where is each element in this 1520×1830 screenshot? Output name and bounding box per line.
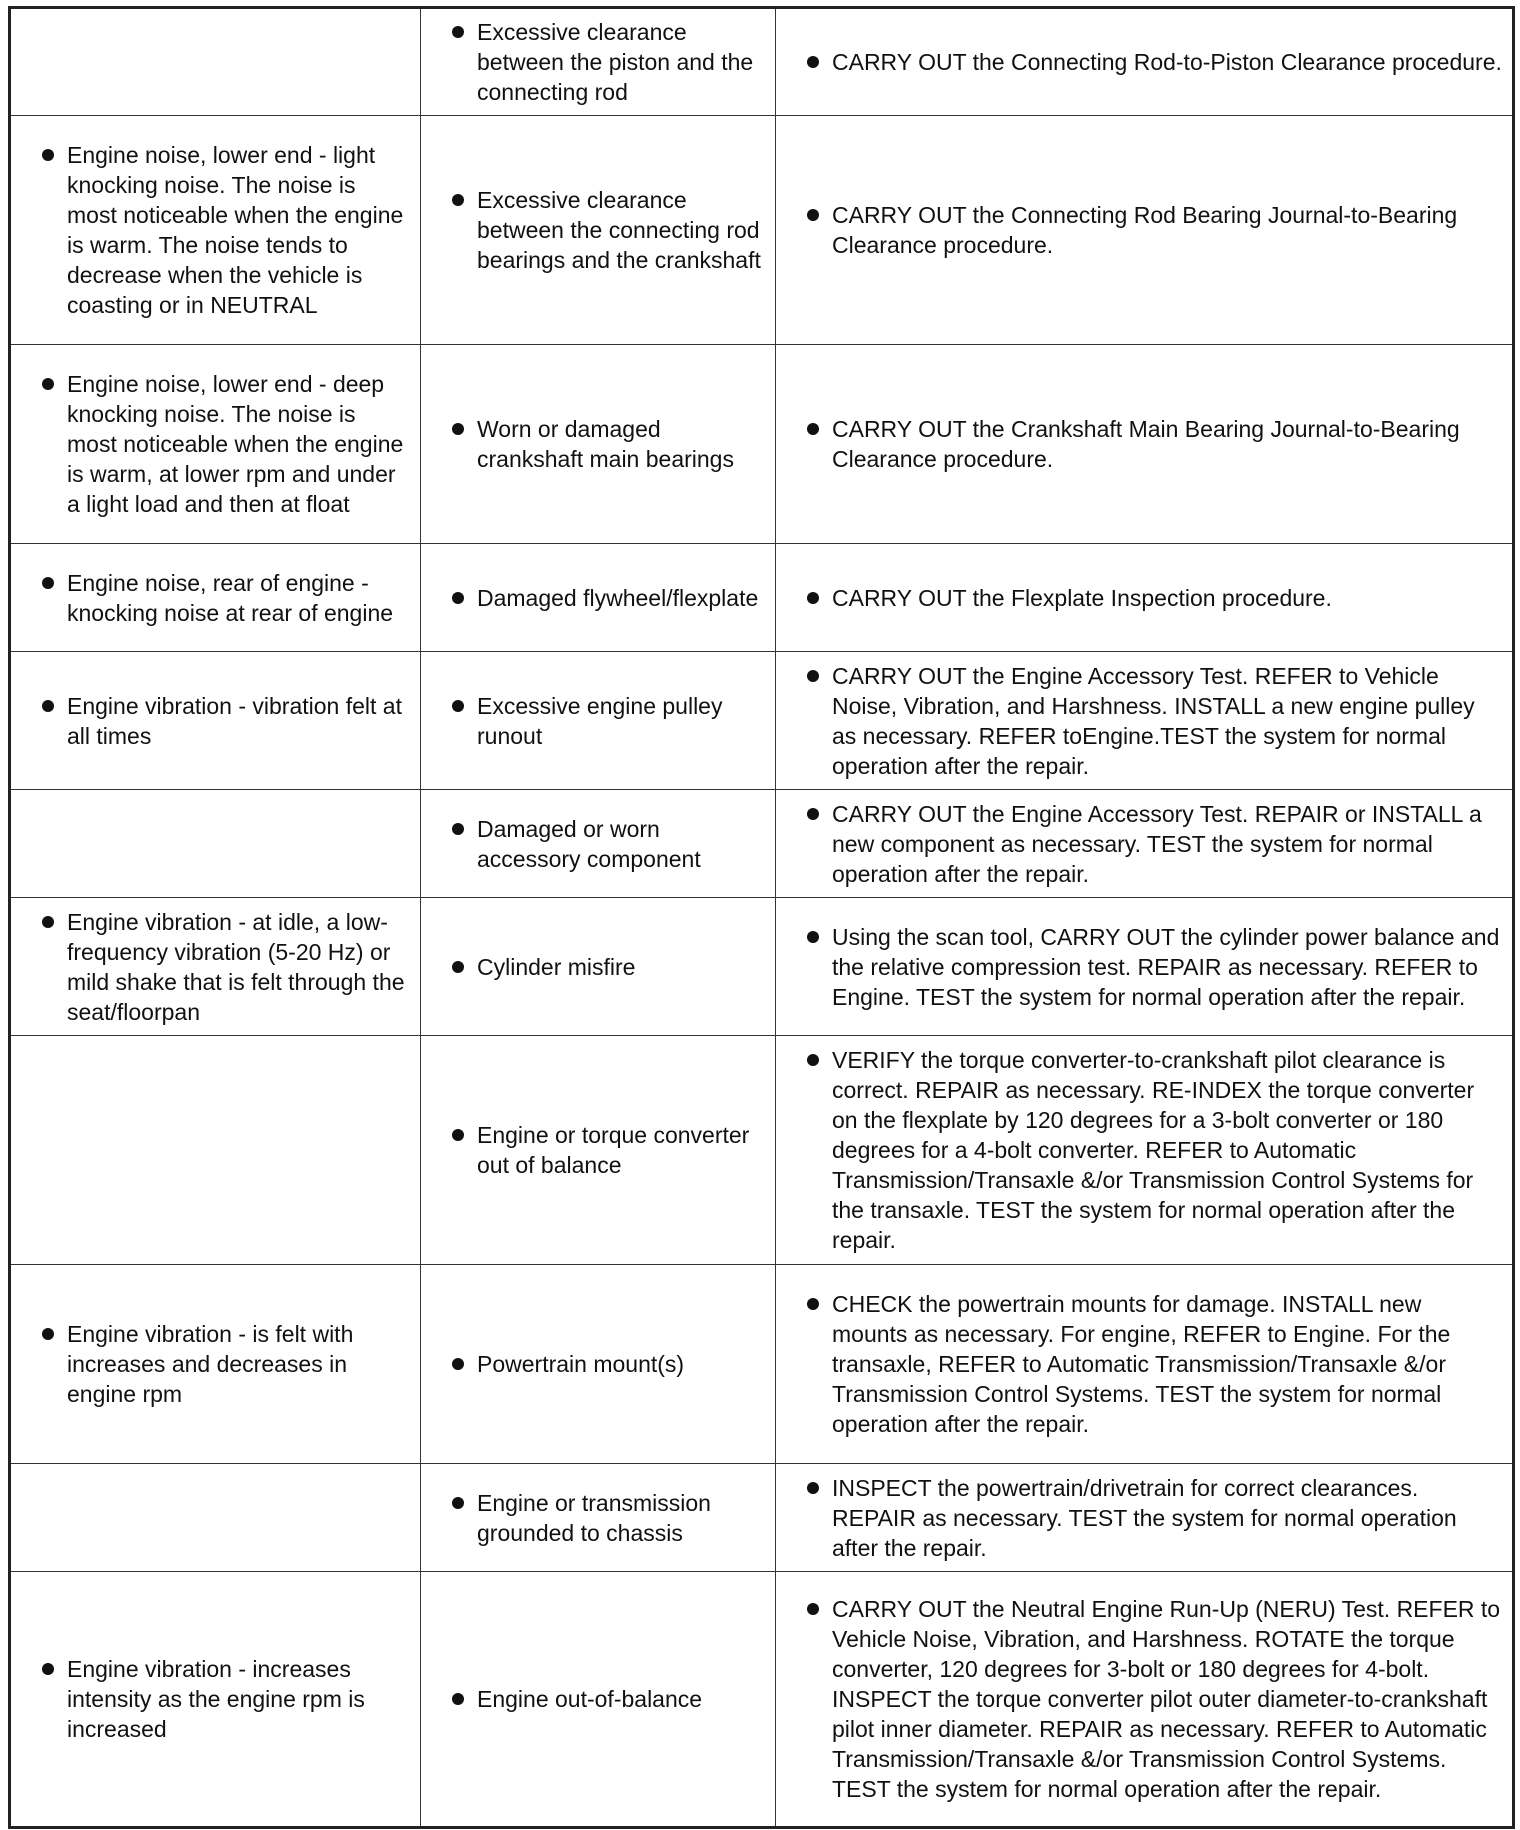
table-row bbox=[10, 544, 1514, 652]
bullet-icon bbox=[443, 814, 473, 844]
bullet-icon bbox=[443, 1349, 473, 1379]
cause-text: Damaged flywheel/flexplate bbox=[477, 584, 759, 611]
symptom-cell bbox=[10, 1036, 421, 1265]
action-cell bbox=[776, 1572, 1514, 1828]
symptom-cell bbox=[10, 790, 421, 898]
cause-cell bbox=[421, 1036, 776, 1265]
action-text: CARRY OUT the Flexplate Inspection procedure. bbox=[832, 584, 1332, 611]
bullet-icon bbox=[798, 799, 828, 829]
symptom-cell bbox=[10, 8, 421, 116]
cause-text: Powertrain mount(s) bbox=[477, 1351, 685, 1377]
cause-cell bbox=[421, 544, 776, 652]
action-cell bbox=[776, 1464, 1514, 1572]
bullet-icon bbox=[798, 583, 828, 613]
bullet-icon bbox=[33, 907, 63, 937]
cause-cell bbox=[421, 116, 776, 345]
bullet-icon bbox=[443, 17, 473, 47]
cause-text: Damaged or worn accessory component bbox=[477, 815, 701, 872]
action-cell bbox=[776, 116, 1514, 345]
symptom-cell bbox=[10, 544, 421, 652]
cause-cell bbox=[421, 345, 776, 544]
cause-text: Excessive engine pulley runout bbox=[477, 692, 723, 749]
symptom-cell bbox=[10, 652, 421, 790]
table-row bbox=[10, 8, 1514, 116]
action-text: CARRY OUT the Neutral Engine Run-Up (NERU) Test. REFER to Vehicle Noise, Vibration, and Harshness. ROTATE the torque converter, 120 degrees for 3-bolt or 180 degrees for 4-bolt. INSPECT the torque converter pilot outer diameter-to-crankshaft pilot inner diameter. REPAIR as necessary. REFER to Automatic Transmission/Transaxle &/or Transmission Control Systems. TEST the system for normal operation after the repair. bbox=[832, 1596, 1501, 1802]
action-text: Using the scan tool, CARRY OUT the cylinder power balance and the relative compression test. REPAIR as necessary. REFER to Engine. TEST the system for normal operation after the repair. bbox=[832, 923, 1500, 1010]
table-row bbox=[10, 652, 1514, 790]
cause-cell bbox=[421, 8, 776, 116]
symptom-text: Engine vibration - is felt with increases and decreases in engine rpm bbox=[67, 1321, 354, 1407]
action-cell bbox=[776, 652, 1514, 790]
bullet-icon bbox=[443, 185, 473, 215]
table-row bbox=[10, 1464, 1514, 1572]
action-text: INSPECT the powertrain/drivetrain for correct clearances. REPAIR as necessary. TEST the system for normal operation after the repair. bbox=[832, 1474, 1457, 1561]
action-cell bbox=[776, 1265, 1514, 1464]
bullet-icon bbox=[798, 1289, 828, 1319]
cause-cell bbox=[421, 652, 776, 790]
bullet-icon bbox=[798, 1594, 828, 1624]
symptom-cell bbox=[10, 1265, 421, 1464]
table-row bbox=[10, 345, 1514, 544]
bullet-icon bbox=[443, 414, 473, 444]
table-row bbox=[10, 116, 1514, 345]
bullet-icon bbox=[33, 691, 63, 721]
cause-text: Engine out-of-balance bbox=[477, 1686, 703, 1712]
bullet-icon bbox=[798, 200, 828, 230]
symptom-text: Engine noise, lower end - deep knocking noise. The noise is most noticeable when the engine is warm, at lower rpm and under a light load and then at float bbox=[67, 371, 404, 517]
cause-cell bbox=[421, 1464, 776, 1572]
bullet-icon bbox=[798, 47, 828, 77]
bullet-icon bbox=[798, 661, 828, 691]
bullet-icon bbox=[798, 414, 828, 444]
symptom-cell bbox=[10, 1464, 421, 1572]
bullet-icon bbox=[443, 1488, 473, 1518]
diagnostic-table bbox=[8, 6, 1515, 1829]
action-text: CARRY OUT the Engine Accessory Test. REFER to Vehicle Noise, Vibration, and Harshness. INSTALL a new engine pulley as necessary. REFER toEngine.TEST the system for normal operation after the repair. bbox=[832, 662, 1475, 779]
bullet-icon bbox=[33, 1319, 63, 1349]
bullet-icon bbox=[33, 369, 63, 399]
bullet-icon bbox=[443, 583, 473, 613]
bullet-icon bbox=[443, 691, 473, 721]
table-row bbox=[10, 1265, 1514, 1464]
symptom-cell bbox=[10, 116, 421, 345]
bullet-icon bbox=[798, 1045, 828, 1075]
table-row bbox=[10, 898, 1514, 1036]
table-row bbox=[10, 1036, 1514, 1265]
cause-text: Excessive clearance between the piston and the connecting rod bbox=[477, 19, 754, 105]
bullet-icon bbox=[798, 1473, 828, 1503]
action-cell bbox=[776, 1036, 1514, 1265]
action-cell bbox=[776, 790, 1514, 898]
action-text: VERIFY the torque converter-to-crankshaft pilot clearance is correct. REPAIR as necessary. RE-INDEX the torque converter on the flexplate by 120 degrees for a 3-bolt converter or 180 degrees for a 4-bolt converter. REFER to Automatic Transmission/Transaxle &/or Transmission Control Systems for the transaxle. TEST the system for normal operation after the repair. bbox=[832, 1047, 1475, 1253]
symptom-text: Engine vibration - at idle, a low-frequency vibration (5-20 Hz) or mild shake that is felt through the seat/floorpan bbox=[67, 908, 405, 1025]
bullet-icon bbox=[33, 568, 63, 598]
bullet-icon bbox=[443, 1684, 473, 1714]
table-body bbox=[10, 8, 1514, 1828]
cause-text: Worn or damaged crankshaft main bearings bbox=[477, 416, 734, 472]
cause-cell bbox=[421, 1265, 776, 1464]
symptom-text: Engine vibration - increases intensity as the engine rpm is increased bbox=[67, 1656, 365, 1742]
action-text: CARRY OUT the Connecting Rod Bearing Journal-to-Bearing Clearance procedure. bbox=[832, 202, 1458, 258]
symptom-cell bbox=[10, 898, 421, 1036]
cause-cell bbox=[421, 790, 776, 898]
cause-cell bbox=[421, 898, 776, 1036]
symptom-text: Engine vibration - vibration felt at all times bbox=[67, 692, 402, 749]
table-row bbox=[10, 1572, 1514, 1828]
table-row bbox=[10, 790, 1514, 898]
cause-text: Cylinder misfire bbox=[477, 953, 636, 980]
bullet-icon bbox=[443, 952, 473, 982]
symptom-text: Engine noise, rear of engine - knocking noise at rear of engine bbox=[67, 569, 394, 626]
symptom-cell bbox=[10, 345, 421, 544]
bullet-icon bbox=[33, 140, 63, 170]
cause-text: Excessive clearance between the connecting rod bearings and the crankshaft bbox=[477, 187, 761, 273]
action-cell bbox=[776, 544, 1514, 652]
bullet-icon bbox=[443, 1120, 473, 1150]
action-cell bbox=[776, 345, 1514, 544]
cause-text: Engine or transmission grounded to chassis bbox=[477, 1489, 711, 1546]
cause-cell bbox=[421, 1572, 776, 1828]
action-cell bbox=[776, 898, 1514, 1036]
symptom-text: Engine noise, lower end - light knocking noise. The noise is most noticeable when the engine is warm. The noise tends to decrease when the vehicle is coasting or in NEUTRAL bbox=[67, 142, 404, 318]
bullet-icon bbox=[33, 1654, 63, 1684]
cause-text: Engine or torque converter out of balance bbox=[477, 1122, 750, 1178]
action-text: CARRY OUT the Crankshaft Main Bearing Journal-to-Bearing Clearance procedure. bbox=[832, 416, 1460, 472]
symptom-cell bbox=[10, 1572, 421, 1828]
action-cell bbox=[776, 8, 1514, 116]
action-text: CARRY OUT the Engine Accessory Test. REPAIR or INSTALL a new component as necessary. TEST the system for normal operation after the repair. bbox=[832, 800, 1482, 887]
action-text: CARRY OUT the Connecting Rod-to-Piston Clearance procedure. bbox=[832, 49, 1502, 75]
action-text: CHECK the powertrain mounts for damage. INSTALL new mounts as necessary. For engine, REFER to Engine. For the transaxle, REFER to Automatic Transmission/Transaxle &/or Transmission Control Systems. TEST the system for normal operation after the repair. bbox=[832, 1291, 1451, 1437]
bullet-icon bbox=[798, 922, 828, 952]
